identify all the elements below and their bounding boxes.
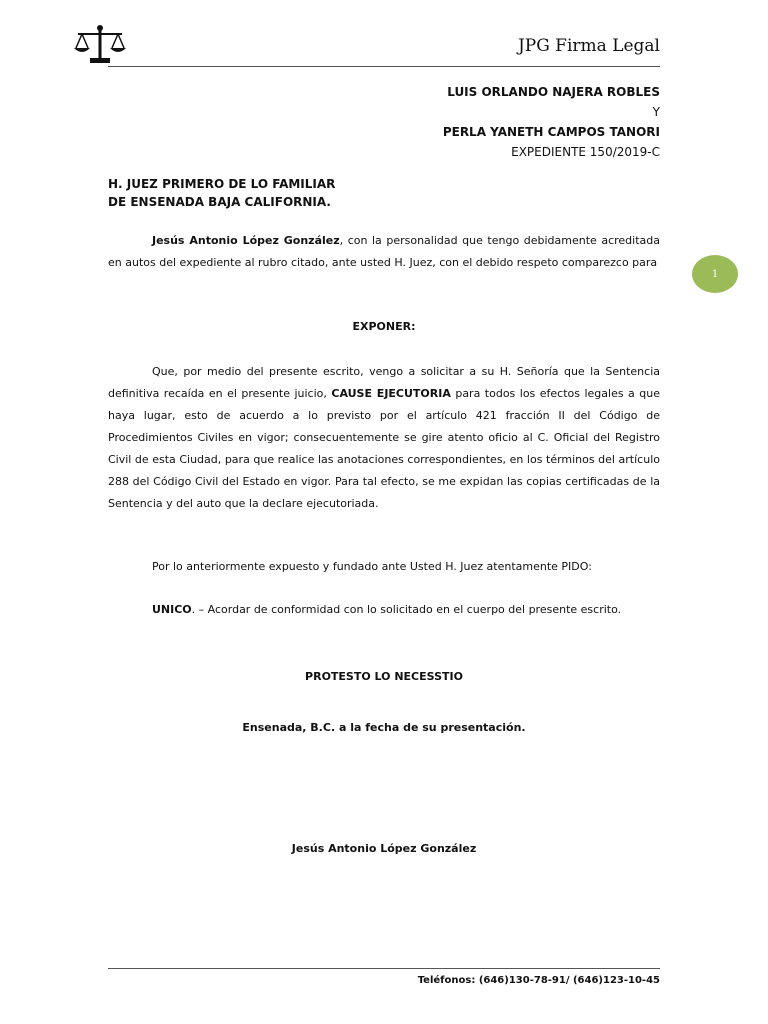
party-two: PERLA YANETH CAMPOS TANORI [442,125,660,139]
intro-name: Jesús Antonio López González [152,234,340,247]
page-number-badge: 1 [692,255,738,293]
intro-text: , con la personalidad que tengo debidamente acreditada en autos del expediente al rubro citado, ante usted H. Juez, con el debido respeto comparezco para [108,234,661,269]
body-part-1: Que, por medio del presente escrito, vengo a solicitar a su H. Señoría que la Sentencia definitiva recaída en el presente juicio, [108,365,660,400]
exponer-heading: EXPONER: [352,320,416,333]
addressee-block [108,175,335,211]
place-date: Ensenada, B.C. a la fecha de su presentación. [242,721,526,734]
request-text: Por lo anteriormente expuesto y fundado ante Usted H. Juez atentamente PIDO: [152,560,592,573]
firm-name: JPG Firma Legal [517,36,660,56]
body-paragraph [108,361,660,515]
protesto-heading: PROTESTO LO NECESSTIO [305,670,463,683]
unico-label: UNICO [152,603,192,616]
party-conjunction: Y [652,105,660,119]
party-one: LUIS ORLANDO NAJERA ROBLES [447,85,660,99]
unico-paragraph [108,599,660,621]
body-emphasis: CAUSE EJECUTORIA [331,387,451,400]
scales-of-justice-icon [72,22,128,66]
footer-divider [108,968,660,969]
header-divider [108,66,660,67]
request-paragraph [108,556,660,578]
addressee-line-2: DE ENSENADA BAJA CALIFORNIA. [108,195,331,209]
case-number: EXPEDIENTE 150/2019-C [511,145,660,159]
parties-block [443,82,660,162]
footer-phones: Teléfonos: (646)130-78-91/ (646)123-10-45 [417,975,660,986]
signature-name: Jesús Antonio López González [291,842,477,855]
body-part-2: para todos los efectos legales a que haya lugar, esto de acuerdo a lo previsto por el artículo 421 fracción II del Código de Procedimientos Civiles en vigor; consecuentemente se gire atento oficio al C. Oficial del Registro Civil de esta Ciudad, para que realice las anotaciones correspondientes, en los términos del artículo 288 del Código Civil del Estado en vigor. Para tal efecto, se me expidan las copias certificadas de la Sentencia y del auto que la declare ejecutoriada. [108,387,660,510]
intro-paragraph [108,230,660,274]
unico-text: . – Acordar de conformidad con lo solicitado en el cuerpo del presente escrito. [191,603,622,616]
addressee-line-1: H. JUEZ PRIMERO DE LO FAMILIAR [108,177,336,191]
